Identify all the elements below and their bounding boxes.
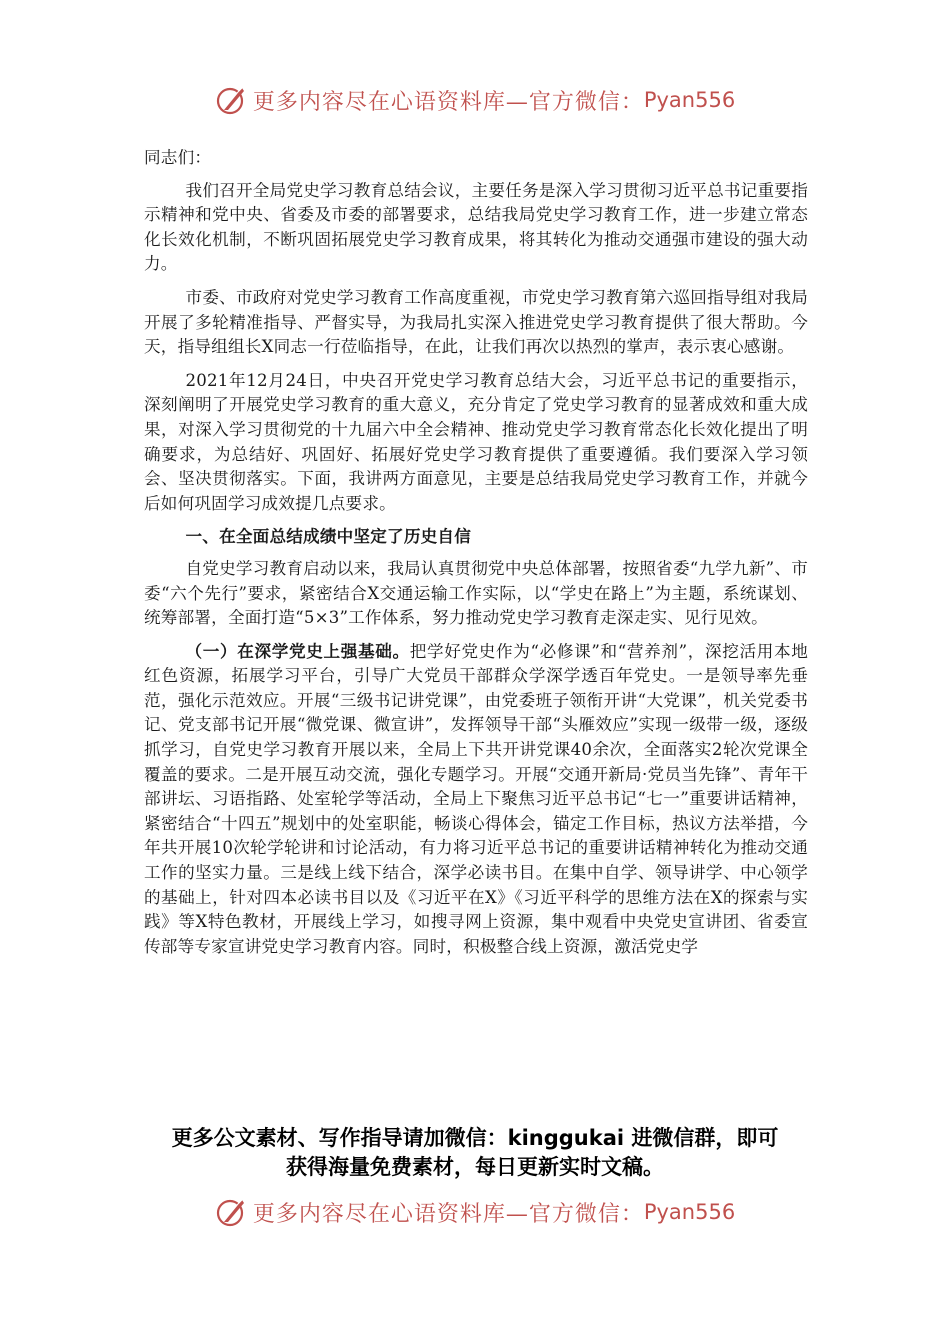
paragraph: 2021年12月24日，中央召开党史学习教育总结大会，习近平总书记的重要指示，深刻阐明了开展党史学习教育的重大意义，充分肯定了党史学习教育的显著成效和重大成果，对深入学习贯彻党的十九届六中全会精神、推动党史学习教育常态化长效化提出了明确要求，为总结好、巩固好、拓展好党史学习教育提供了重要遵循。我们要深入学习领会、坚决贯彻落实。下面，我讲两方面意见，主要是总结我局党史学习教育工作，并就今后如何巩固学习成效提几点要求。: [144, 370, 808, 513]
quill-pen-logo-icon: [215, 83, 249, 117]
quill-pen-logo-icon: [215, 1195, 249, 1229]
banner-text: 更多内容尽在心语资料库—官方微信：: [252, 1201, 644, 1227]
banner-text: 更多内容尽在心语资料库—官方微信：: [252, 89, 644, 115]
promo-line: 获得海量免费素材，每日更新实时文稿。: [286, 1155, 664, 1179]
header-banner: [0, 80, 950, 120]
greeting: 同志们：: [144, 148, 212, 167]
banner-wechat-id: Pyan556: [643, 1200, 736, 1224]
banner-wechat-id: Pyan556: [643, 88, 736, 112]
section-intro: 自党史学习教育启动以来，我局认真贯彻党中央总体部署，按照省委“九学九新”、市委“六个先行”要求，紧密结合X交通运输工作实际，以“学史在路上”为主题，系统谋划、统筹部署，全面打造“5×3”工作体系，努力推动党史学习教育走深走实、见行见效。: [144, 558, 808, 628]
paragraph: 市委、市政府对党史学习教育工作高度重视，市党史学习教育第六巡回指导组对我局开展了多轮精准指导、严督实导，为我局扎实深入推进党史学习教育提供了很大帮助。今天，指导组组长X同志一行莅临指导，在此，让我们再次以热烈的掌声，表示衷心感谢。: [144, 287, 808, 357]
promo-notice: [90, 1124, 860, 1182]
paragraph: 我们召开全局党史学习教育总结会议，主要任务是深入学习贯彻习近平总书记重要指示精神和党中央、省委及市委的部署要求，总结我局党史学习教育工作，进一步建立常态化长效化机制，不断巩固拓展党史学习教育成果，将其转化为推动交通强市建设的强大动力。: [144, 180, 808, 274]
subsection-body: 把学好党史作为“必修课”和“营养剂”，深挖活用本地红色资源，拓展学习平台，引导广大党员干部群众学深学透百年党史。一是领导率先垂范，强化示范效应。开展“三级书记讲党课”，由党委班子领衔开讲“大党课”，机关党委书记、党支部书记开展“微党课、微宣讲”，发挥领导干部“头雁效应”实现一级带一级，逐级抓学习，自党史学习教育开展以来，全局上下共开讲党课40余次，全面落实2轮次党课全覆盖的要求。二是开展互动交流，强化专题学习。开展“交通开新局·党员当先锋”、青年干部讲坛、习语指路、处室轮学等活动，全局上下聚焦习近平总书记“七一”重要讲话精神，紧密结合“十四五”规划中的处室职能，畅谈心得体会，锚定工作目标，热议方法举措，今年共开展10次轮学轮讲和讨论活动，有力将习近平总书记的重要讲话精神转化为推动交通工作的坚实力量。三是线上线下结合，深学必读书目。在集中自学、领导讲学、中心领学的基础上，针对四本必读书目以及《习近平在X》《习近平科学的思维方法在X的探索与实践》等X特色教材，开展线上学习，如搜寻网上资源，集中观看中央党史宣讲团、省委宣传部等专家宣讲党史学习教育内容。同时，积极整合线上资源，激活党史学: [144, 641, 808, 956]
footer-banner: [0, 1192, 950, 1232]
section-heading: 一、在全面总结成绩中坚定了历史自信: [185, 527, 471, 547]
promo-line: 更多公文素材、写作指导请加微信：kinggukai 进微信群，即可: [171, 1126, 779, 1150]
subsection-heading: （一）在深学党史上强基础。: [185, 641, 410, 661]
document-body: [144, 146, 808, 968]
subsection-paragraph: [144, 640, 808, 960]
